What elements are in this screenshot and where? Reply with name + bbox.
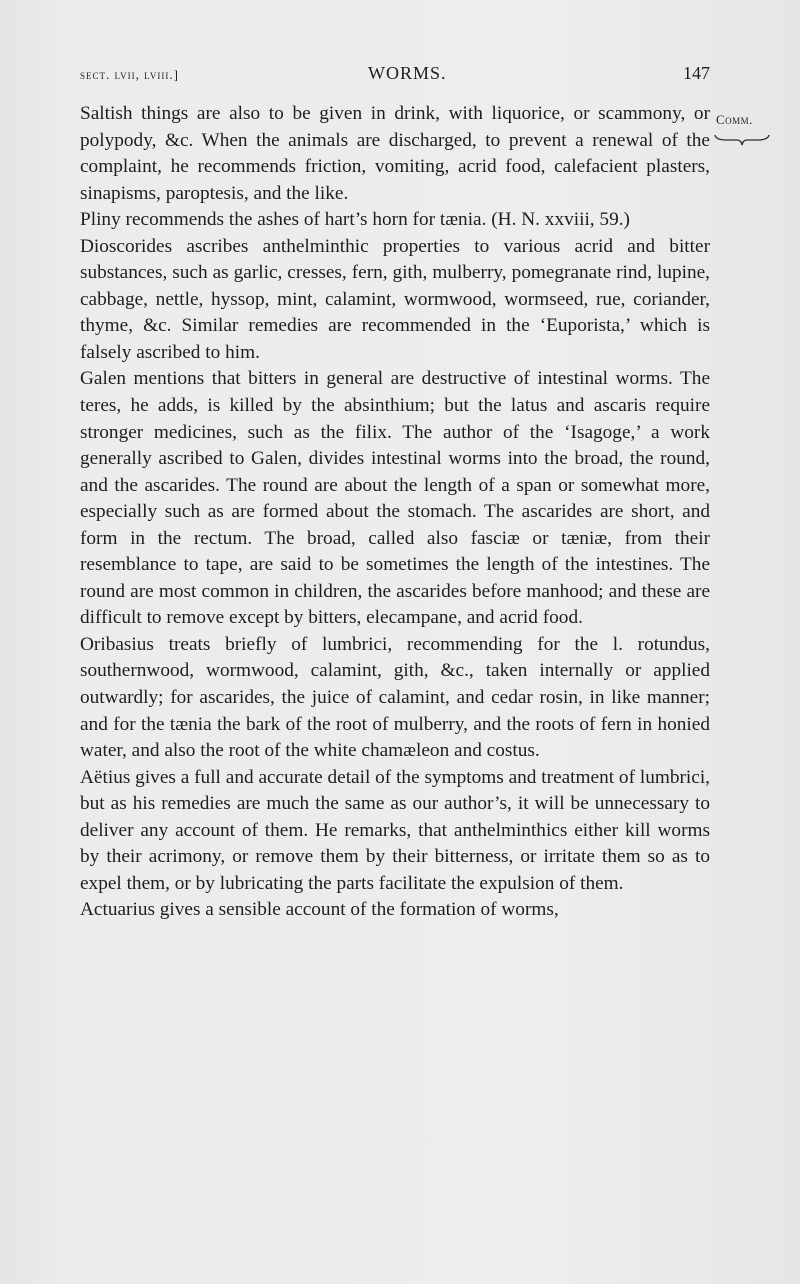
running-head	[80, 63, 710, 87]
paragraph-aetius: Aëtius gives a full and accurate detail of the symptoms and treatment of lumbrici, but as his remedies are much the same as our author’s, it will be unnecessary to deliver any account of them. He remarks, that anthelminthics either kill worms by their acrimony, or remove them by their bitterness, or irritate them so as to expel them, or by lubricating the parts facilitate the expulsion of them.	[80, 766, 710, 894]
paragraph-oribasius: Oribasius treats briefly of lumbrici, recommending for the l. rotundus, southernwood, wormwood, calamint, gith, &c., taken internally or applied outwardly; for ascarides, the juice of calamint, and cedar rosin, in like manner; and for the tænia the bark of the root of mulberry, and the roots of fern in honied water, and also the root of the white chamæleon and costus.	[80, 633, 710, 762]
paragraph-galen: Galen mentions that bitters in general are destructive of intestinal worms. The teres, he adds, is killed by the absinthium; but the latus and ascaris require stronger medicines, such as the filix. The author of the ‘Isagoge,’ a work generally ascribed to Galen, divides intestinal worms into the broad, the round, and the ascarides. The round are about the length of a span or somewhat more, especially such as are formed about the stomach. The ascarides are short, and form in the rectum. The broad, called also fasciæ or tæniæ, from their resemblance to tape, are said to be sometimes the length of the intestines. The round are most common in children, the ascarides before manhood; and these are difficult to remove except by bitters, elecampane, and acrid food.	[80, 368, 710, 629]
page-title: WORMS.	[368, 63, 447, 83]
page-number: 147	[683, 63, 710, 83]
paragraph-pliny: Pliny recommends the ashes of hart’s horn for tænia. (H. N. xxviii, 59.)	[80, 209, 630, 231]
margin-note: Comm.	[716, 112, 753, 127]
body-text	[80, 101, 710, 924]
section-reference: sect. lvii, lviii.]	[80, 67, 179, 82]
paragraph-saltish: Saltish things are also to be given in drink, with liquorice, or scammony, or polypody, &c. When the animals are discharged, to prevent a renewal of the complaint, he recommends friction, vomiting, acrid food, calefacient plasters, sinapisms, paroptesis, and the like.	[80, 103, 710, 204]
margin-brace-icon	[714, 133, 770, 147]
paragraph-actuarius: Actuarius gives a sensible account of the formation of worms,	[80, 899, 559, 921]
paragraph-dioscorides: Dioscorides ascribes anthelminthic properties to various acrid and bitter substances, such as garlic, cresses, fern, gith, mulberry, pomegranate rind, lupine, cabbage, nettle, hyssop, mint, calamint, wormwood, wormseed, rue, coriander, thyme, &c. Similar remedies are recommended in the ‘Euporista,’ which is falsely ascribed to him.	[80, 235, 710, 363]
